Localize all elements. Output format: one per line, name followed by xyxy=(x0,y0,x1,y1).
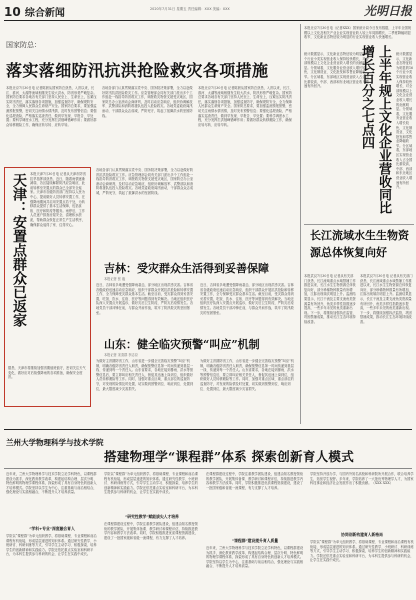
feature-subhead-c: “课程群”建设提升育人质量 xyxy=(231,538,279,543)
yangtze-story-body-2: 本报武汉7月30日电 记者从有关部门获悉，长江流域重点水域禁捕工作推进以来，长江水生生物资源总体恢复向好，部分珍稀物种数量有所增加，江豚出现频次明显上升。监测结果显示，长江干流及主要支流鱼类资源量有所回升，鱼类多样性指数逐步提高，一些多年未见的鱼类重新出现。下一步，将继续加强执法监管，巩固禁捕成果，推动长江生态环境持续改善。 xyxy=(360,274,413,324)
feature-subhead-a: “学科+专业”深度融合育人 xyxy=(29,526,75,531)
page-number-value: 10 xyxy=(4,5,21,18)
economy-body-2: 统计数据显示，文化新业态特征较为明显的16个行业小类实现营业收入保持较快增长，对全部规模以上文化企业营业收入增长的贡献明显。分领域看，文化服务业营业收入增长较快，文化制造业、文化批发和零售业降幅收窄。分区域看，东部地区实现营业收入占全国比重较高，中部、西部和东北地区营业收入增速有所回升。 xyxy=(396,52,414,190)
feature-col-a-2: 学院以“课程群”为单元组织教学，将基础课程、专业课程和前沿课程有机衔接，形成层层递进的知识体系。通过研究性教学、小班研讨、科研训练等方式，引导学生主动学习、积极探索，培养学生的创新精神和实践能力。学院还依托重点实验室和科研平台，为本科生提供参与科研的机会，让学生在实践中成长。 xyxy=(6,534,97,557)
economy-intro: 本报北京7月30日电（记者XXX）国家统计局今日发布数据，上半年全国规模以上文化及相关产业企业实现营业收入较上年同期增长，二季度降幅明显收窄，文化新业态特征较为明显的行业实现营业收入快速增长。 xyxy=(304,26,412,40)
jilin-story-byline: 本报记者 张 毅 xyxy=(104,277,126,281)
yangtze-divider xyxy=(304,224,414,225)
feature-col-c: 在课程群建设过程中，学院注重教学团队建设，组建由知名教授领衔的教学团队，开展集体备课、教学研讨和课程评估，持续推进教学内容和教学方法改革。同时，学院积极推进优质课程资源建设，建设了一批国家级和省级一流课程，有力支撑了人才培养。 xyxy=(206,472,304,490)
economy-headline: 上半年规上文化企业营收同比增长百分之七点四 xyxy=(359,45,391,214)
feature-headline-rule xyxy=(4,468,412,469)
feature-col-c-2: 近年来，兰州大学物理科学与技术学院立足学科特色，以课程群建设为抓手，深化教育教学改革，构建起结构合理、层次分明、特色鲜明的物理学课程体系，探索形成了具有自身特色的创新人才培养模式。学院坚持以学生为中心，注重基础与前沿相结合，强化理论与实践相融合，不断提升人才培养质量。 xyxy=(206,546,304,569)
feature-headline: 搭建物理学“课程群”体系 探索创新育人模式 xyxy=(104,449,355,464)
sidebar-divider xyxy=(300,24,301,424)
feature-col-b: 学院以“课程群”为单元组织教学，将基础课程、专业课程和前沿课程有机衔接，形成层层递进的知识体系。通过研究性教学、小班研讨、科研训练等方式，引导学生主动学习、积极探索，培养学生的创新精神和实践能力。学院还依托重点实验室和科研平台，为本科生提供参与科研的机会，让学生在实践中成长。 xyxy=(104,472,199,495)
feature-col-d-2: 学院以“课程群”为单元组织教学，将基础课程、专业课程和前沿课程有机衔接，形成层层递进的知识体系。通过研究性教学、小班研讨、科研训练等方式，引导学生主动学习、积极探索，培养学生的创新精神和实践能力。学院还依托重点实验室和科研平台，为本科生提供参与科研的机会，让学生在实践中成长。 xyxy=(310,540,414,563)
shandong-story-body-2: 为做好主汛期防汛工作，山东省进一步健全完善临灾预警“叫应”机制，明确各级防汛责任人职责，确保预警信息第一时间传递到基层一线、传递到每一个责任人。山东省要求，各地在接到暴雨、洪水等预警信息后，要立即叫应相关责任人，督促其迅速上岗到位，组织做好人员转移避险等工作。同时，加强对重点区域、重点部位的巡查防守，对发现的险情及时处置，切实做到预警到位、响应到位、处置到位，最大限度减少灾害损失。 xyxy=(200,359,295,391)
tianjin-story-tail: 据悉，天津市将继续加强汛期值班值守，密切关注天气变化，做好应对后续强降雨的各项准备，确保安全度汛。 xyxy=(8,366,86,380)
tianjin-story-body: 本报天津7月30日电 记者从天津市防汛抗旱指挥部获悉，近日，随着雨情逐渐减弱，各区陆续解除防汛应急响应，此前转移至安置点的群众已全部安全返家。天津市各级防汛部门坚持以人民为中心，提前做好人员转移安置工作，在强降雨期间共启用安置点若干处，为转移群众提供了基本生活保障，包括食宿、医疗和防疫等服务。雨停后，工作人员逐户排查房屋安全，清理积水淤泥，帮助群众恢复正常生产生活秩序，确保群众返得了家、住得安心。 xyxy=(30,172,86,227)
yangtze-story-body-1: 本报武汉7月30日电 记者从有关部门获悉，长江流域重点水域禁捕工作推进以来，长江水生生物资源总体恢复向好，部分珍稀物种数量有所增加，江豚出现频次明显上升。监测结果显示，长江干流及主要支流鱼类资源量有所回升，鱼类多样性指数逐步提高，一些多年未见的鱼类重新出现。下一步，将继续加强执法监管，巩固禁捕成果，推动长江生态环境持续改善。 xyxy=(304,274,356,324)
economy-body-1: 统计数据显示，文化新业态特征较为明显的16个行业小类实现营业收入保持较快增长，对全部规模以上文化企业营业收入增长的贡献明显。分领域看，文化服务业营业收入增长较快，文化制造业、文化批发和零售业降幅收窄。分区域看，东部地区实现营业收入占全国比重较高，中部、西部和东北地区营业收入增速有所回升。 xyxy=(304,52,370,89)
feature-rule xyxy=(4,429,412,430)
yangtze-story-headline: 长江流域水生生物资源总体恢复向好 xyxy=(310,229,409,259)
flood-story-body-3: 各地各部门认真贯彻落实党中央、国务院决策部署，全力以赴做好防汛抗洪抢险救灾工作。应急管理部会同有关部门派出多个工作组赴一线指导防汛救灾工作，调拨救灾物资支援受灾地区，国家防总办公室滚动会商研判，及时启动应急响应，组织协调解放军、武警部队和消防救援队伍投入抢险救灾。各地党委政府闻汛而动，干部群众众志成城，严防死守，筑起了抵御洪水的坚固防线。 xyxy=(96,168,194,195)
jilin-story-headline: 吉林：受灾群众生活得到妥善保障 xyxy=(104,262,269,274)
feature-subhead-b: “研究性教学”赋能拔尖人才培养 xyxy=(125,514,179,519)
flood-story-lead: 本报北京7月30日电 记者陈晨从国家防总获悉，入汛以来，长江、淮河、太湖等流域相继发生较大洪水，防汛形势严峻复杂。国家防总要求各地各有关部门坚持人民至上、生命至上，压紧压实防汛责任，落实落细各项措施，加强巡查防守，确保堤防安全，全力保障人民群众生命财产安全。国家防总要求，要加强监测预报预警，密切关注雨情水情汛情，及时发布预警信息；要强化巡堤查险，严格落实巡查责任，做到早发现、早报告、早处置；要科学调度水工程，充分发挥拦洪削峰错峰作用；要做好群众转移避险工作，确保应转尽转、应转早转。 xyxy=(6,86,97,127)
jilin-story-body-1: 近日，吉林省多地遭受强降雨袭击，部分地区出现洪涝灾害。吉林省各级政府迅速启动应急响应，组织干部群众开展抗洪抢险和转移安置工作，全力保障受灾群众基本生活。截至目前，受灾群众得到妥善安置，吃饭、饮水、住宿、医疗等问题得到有效解决。当地还组织医疗队深入安置点开展巡诊，做好灾后卫生防疫，严防灾后疫情发生。各地党员干部冲锋在前，与群众并肩作战，筑牢了防汛救灾的坚固堡垒。 xyxy=(96,283,194,315)
feature-kicker: 兰州大学物理科学与技术学院 xyxy=(6,438,104,447)
feature-col-d: 学院坚持开放办学，与国内外知名高校和科研院所开展合作，联合培养学生，拓宽学生视野。多年来，学院培养了一大批优秀物理学人才，为国家科技事业和经济社会发展作出了积极贡献。（XXX XXX） xyxy=(310,472,414,486)
flood-story-body-2: 本报北京7月30日电 记者陈晨从国家防总获悉，入汛以来，长江、淮河、太湖等流域相继发生较大洪水，防汛形势严峻复杂。国家防总要求各地各有关部门坚持人民至上、生命至上，压紧压实防汛责任，落实落细各项措施，加强巡查防守，确保堤防安全，全力保障人民群众生命财产安全。国家防总要求，要加强监测预报预警，密切关注雨情水情汛情，及时发布预警信息；要强化巡堤查险，严格落实巡查责任，做到早发现、早报告、早处置；要科学调度水工程，充分发挥拦洪削峰错峰作用；要做好群众转移避险工作，确保应转尽转、应转早转。 xyxy=(198,86,293,127)
newspaper-logo: 光明日报 xyxy=(363,4,412,18)
flood-story-body-1: 各地各部门认真贯彻落实党中央、国务院决策部署，全力以赴做好防汛抗洪抢险救灾工作。应急管理部会同有关部门派出多个工作组赴一线指导防汛救灾工作，调拨救灾物资支援受灾地区，国家防总办公室滚动会商研判，及时启动应急响应，组织协调解放军、武警部队和消防救援队伍投入抢险救灾。各地党委政府闻汛而动，干部群众众志成城，严防死守，筑起了抵御洪水的坚固防线。 xyxy=(102,86,193,118)
masthead-rule xyxy=(4,20,412,21)
flood-story-kicker: 国家防总： xyxy=(6,41,41,49)
page-number xyxy=(4,4,74,18)
dateline: 2020年7月31日 星期五 责任编辑：XXX 美编：XXX xyxy=(150,7,230,11)
feature-col-a: 近年来，兰州大学物理科学与技术学院立足学科特色，以课程群建设为抓手，深化教育教学改革，构建起结构合理、层次分明、特色鲜明的物理学课程体系，探索形成了具有自身特色的创新人才培养模式。学院坚持以学生为中心，注重基础与前沿相结合，强化理论与实践相融合，不断提升人才培养质量。 xyxy=(6,472,97,495)
flood-story-headline: 落实落细防汛抗洪抢险救灾各项措施 xyxy=(6,61,269,80)
section-title: 综合新闻 xyxy=(24,8,65,18)
shandong-story-body-1: 为做好主汛期防汛工作，山东省进一步健全完善临灾预警“叫应”机制，明确各级防汛责任人职责，确保预警信息第一时间传递到基层一线、传递到每一个责任人。山东省要求，各地在接到暴雨、洪水等预警信息后，要立即叫应相关责任人，督促其迅速上岗到位，组织做好人员转移避险等工作。同时，加强对重点区域、重点部位的巡查防守，对发现的险情及时处置，切实做到预警到位、响应到位、处置到位，最大限度减少灾害损失。 xyxy=(96,359,194,391)
feature-col-b-2: 在课程群建设过程中，学院注重教学团队建设，组建由知名教授领衔的教学团队，开展集体备课、教学研讨和课程评估，持续推进教学内容和教学方法改革。同时，学院积极推进优质课程资源建设，建设了一批国家级和省级一流课程，有力支撑了人才培养。 xyxy=(104,522,198,540)
tianjin-story-headline: 天津：安置点群众已返家 xyxy=(11,173,27,327)
shandong-story-headline: 山东：健全临灾预警“叫应”机制 xyxy=(104,338,260,350)
feature-subhead-d: 协同创新构建育人新格局 xyxy=(341,532,383,537)
shandong-story-byline: 本报记者 宋喜群 李志臣 xyxy=(104,353,138,357)
jilin-story-body-2: 近日，吉林省多地遭受强降雨袭击，部分地区出现洪涝灾害。吉林省各级政府迅速启动应急响应，组织干部群众开展抗洪抢险和转移安置工作，全力保障受灾群众基本生活。截至目前，受灾群众得到妥善安置，吃饭、饮水、住宿、医疗等问题得到有效解决。当地还组织医疗队深入安置点开展巡诊，做好灾后卫生防疫，严防灾后疫情发生。各地党员干部冲锋在前，与群众并肩作战，筑牢了防汛救灾的坚固堡垒。 xyxy=(200,283,294,315)
